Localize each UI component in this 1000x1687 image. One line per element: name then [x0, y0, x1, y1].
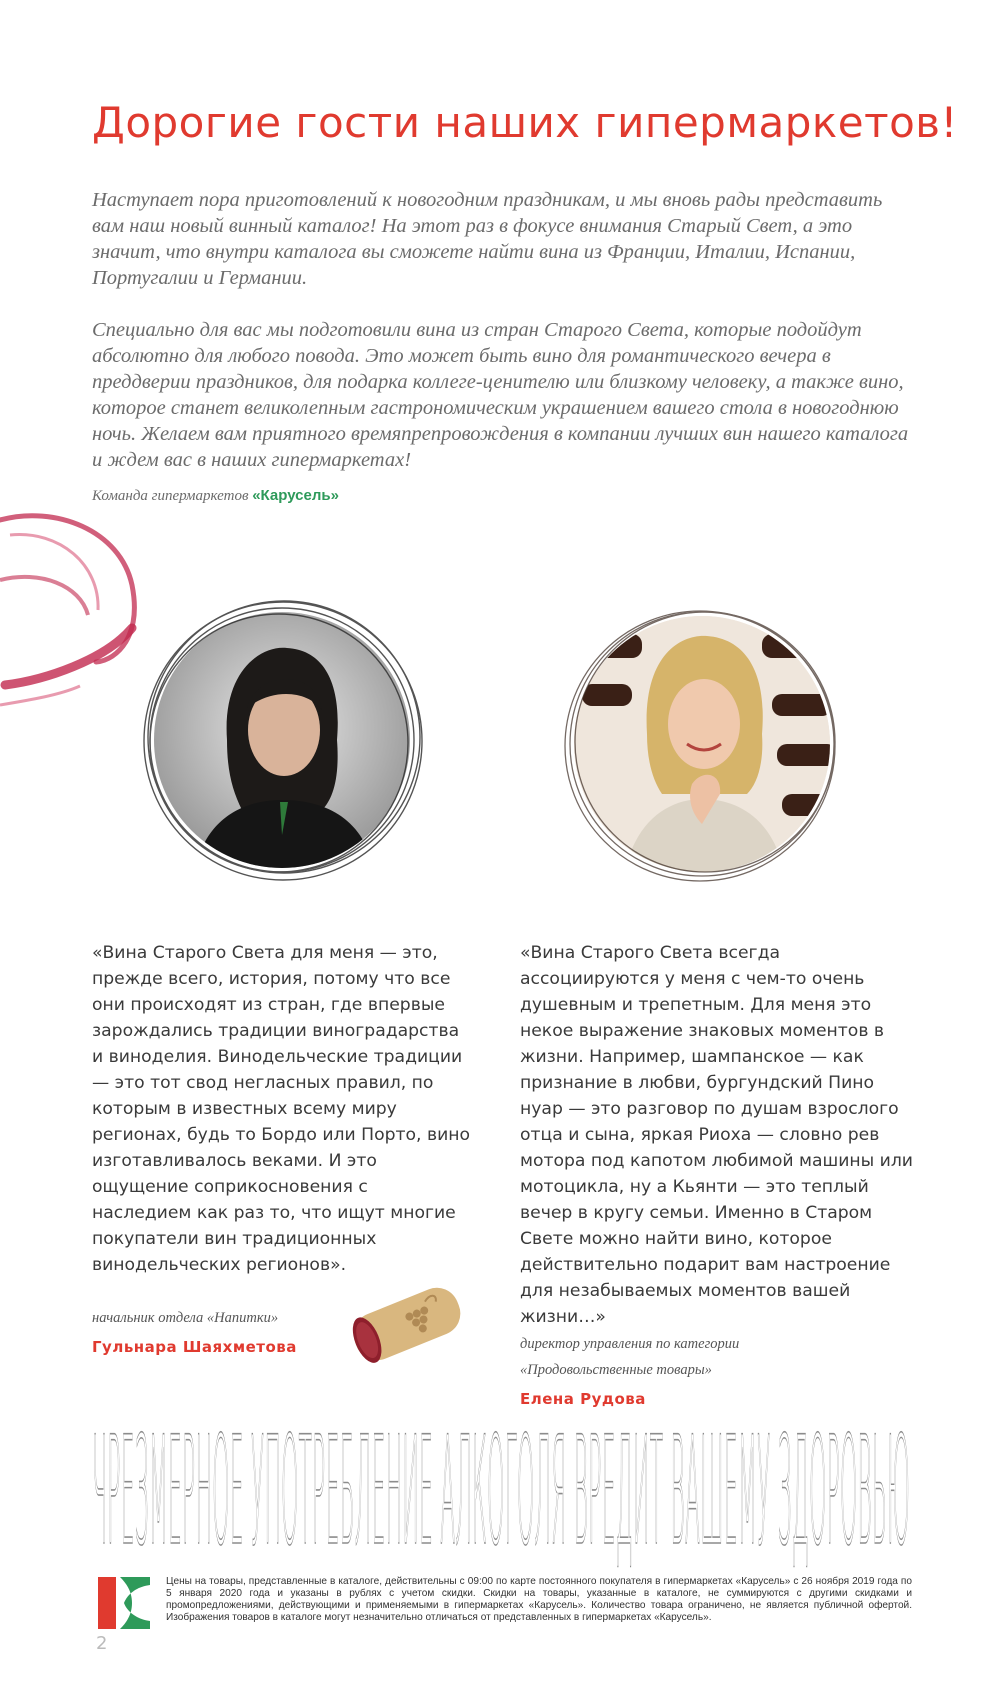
karusel-logo-icon	[98, 1577, 150, 1629]
portrait-gulnara	[132, 590, 432, 890]
gulnara-role: начальник отдела «Напитки»	[92, 1310, 279, 1326]
elena-role-line-2: «Продовольственные товары»	[520, 1362, 712, 1378]
team-signature	[92, 487, 339, 505]
elena-role-line-1: директор управления по категории	[520, 1336, 740, 1352]
quote-elena: «Вина Старого Света всегда ассоциируются у меня с чем-то очень душевным и трепетным. Для меня это некое выражение знаковых моментов в жизни. Например, шампанское — как признание в любви, бургундский Пино нуар — это разговор по душам взрослого отца и сына, яркая Риоха — словно рев мотора под капотом любимой машины или мотоцикла, ну а Кьянти — это теплый вечер в кругу семьи. Именно в Старом Свете можно найти вино, которое действительно подарит вам настроение для незабываемых моментов вашей жизни…»	[520, 943, 913, 1327]
wine-cork-image	[342, 1278, 472, 1370]
quote-gulnara: «Вина Старого Света для меня — это, прежде всего, история, потому что все они происходят из стран, где впервые зарождались традиции виноградарства и виноделия. Винодельческие традиции — это тот свод негласных правил, по которым в известных всему миру регионах, будь то Бордо или Порто, вино изготавливалось веками. И это ощущение соприкосновения с наследием как раз то, что ищут многие покупатели вин традиционных винодельческих регионов».	[92, 943, 471, 1275]
portrait-elena	[552, 594, 852, 894]
gulnara-name: Гульнара Шаяхметова	[92, 1338, 297, 1356]
page-title: Дорогие гости наших гипермаркетов!	[92, 98, 958, 147]
team-signature-brand: «Карусель»	[252, 487, 339, 504]
page-number: 2	[96, 1633, 108, 1654]
health-warning	[92, 1425, 912, 1575]
elena-name: Елена Рудова	[520, 1390, 646, 1408]
wine-stain-decoration	[0, 510, 150, 730]
intro-paragraph-2: Специально для вас мы подготовили вина из стран Старого Света, которые подойдут абсолютно для любого повода. Это может быть вино для романтического вечера в преддверии праздников, для подарка коллеге-ценителю или близкому человеку, а также вино, которое станет великолепным гастрономическим украшением вашего стола в новогоднюю ночь. Желаем вам приятного времяпрепровождения в компании лучших вин нашего каталога и ждем вас в наших гипермаркетах!	[92, 319, 909, 471]
health-warning-text: ЧРЕЗМЕРНОЕ УПОТРЕБЛЕНИЕ АЛКОГОЛЯ ВРЕДИТ ВАШЕМУ ЗДОРОВЬЮ	[92, 1425, 910, 1575]
legal-disclaimer: Цены на товары, представленные в каталоге, действительны с 09:00 по карте постоянного покупателя в гипермаркетах «Карусель» с 26 ноября 2019 года по 5 января 2020 года и указаны в рублях с учетом скидки. Скидки на товары, указанные в каталоге, не суммируются с другими скидками и промопредложениями, действующими и применяемыми в гипермаркетах «Карусель». Количество товара ограничено, не является публичной офертой. Изображения товаров в каталоге могут незначительно отличаться от представленных в гипермаркетах «Карусель».	[166, 1576, 912, 1623]
team-signature-prefix: Команда гипермаркетов	[92, 488, 249, 504]
intro-paragraph-1: Наступает пора приготовлений к новогодним праздникам, и мы вновь рады представить вам наш новый винный каталог! На этот раз в фокусе внимания Старый Свет, а это значит, что внутри каталога вы сможете найти вина из Франции, Италии, Испании, Португалии и Германии.	[92, 189, 883, 289]
